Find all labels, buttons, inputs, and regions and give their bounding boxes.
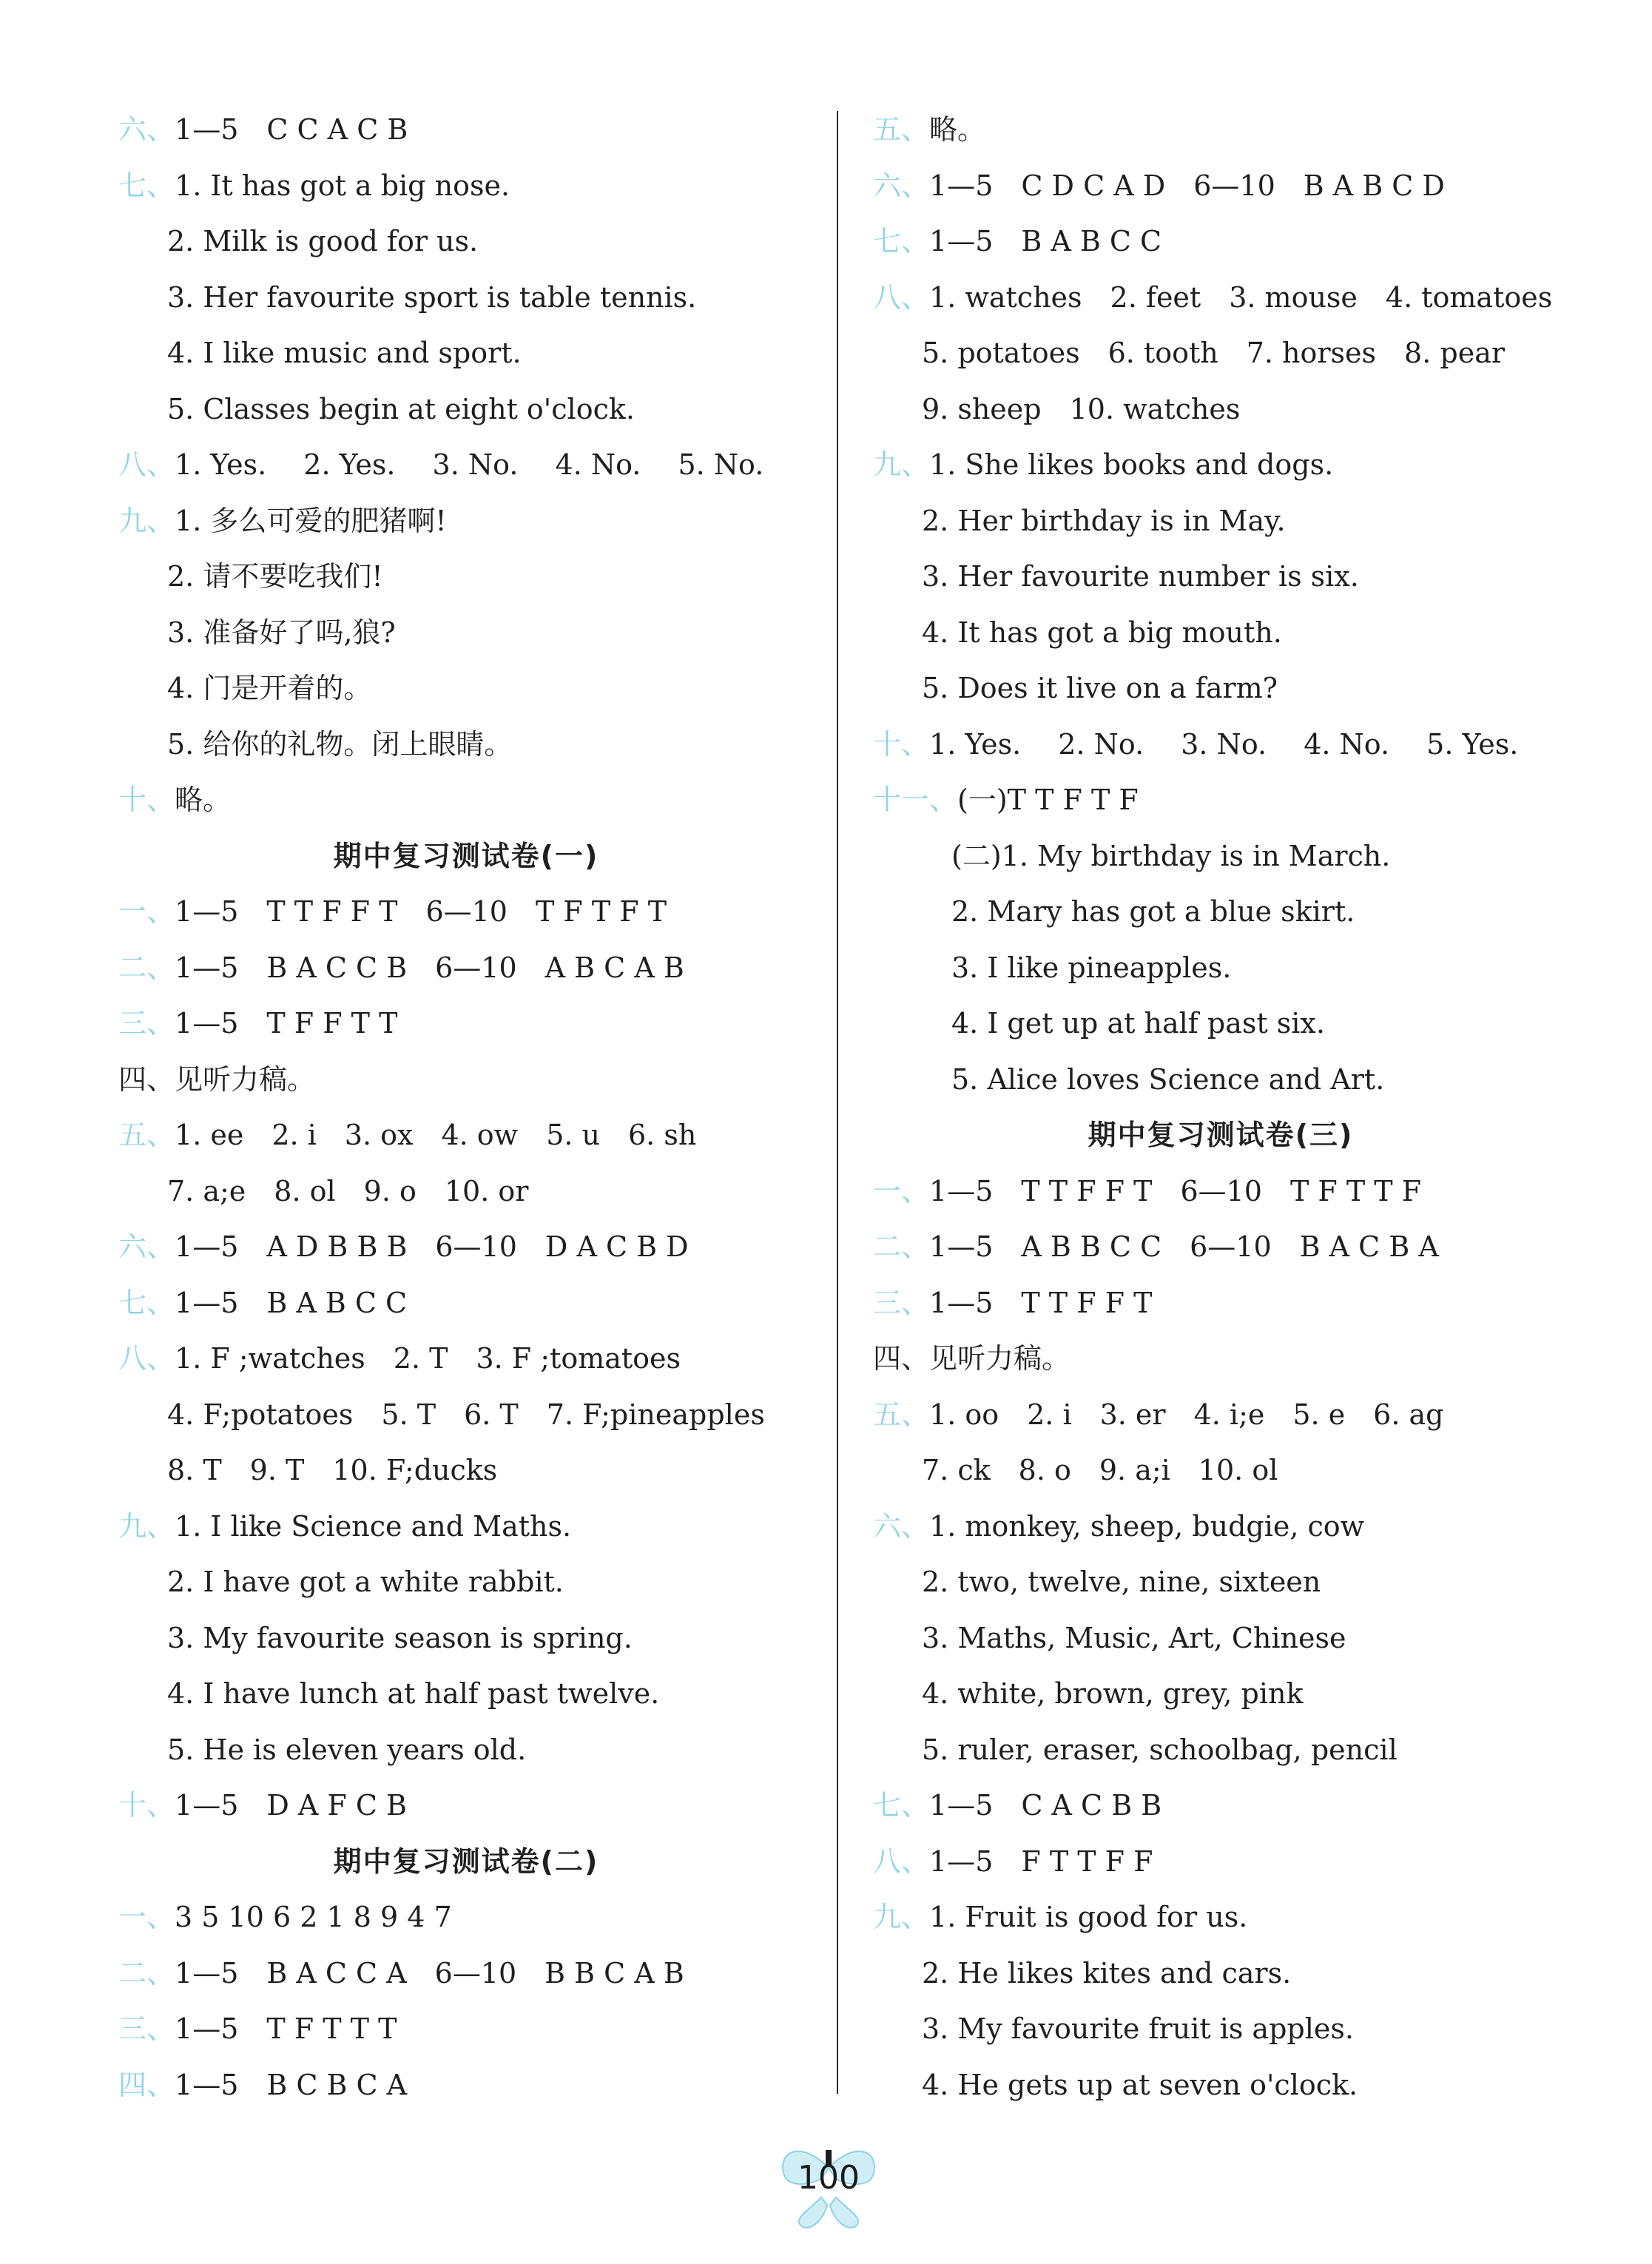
section-title: 期中复习测试卷(二): [333, 1844, 599, 1878]
answer-text: 1. watches 2. feet 3. mouse 4. tomatoes: [929, 280, 1553, 314]
answer-text: (二)1. My birthday is in March.: [951, 839, 1391, 872]
answer-line: [118, 2001, 814, 2058]
question-number: 十、: [118, 1789, 175, 1822]
answer-line: [873, 2001, 1568, 2058]
answer-text: 8. T 9. T 10. F;ducks: [167, 1454, 498, 1486]
answer-line: [118, 1666, 814, 1722]
question-number: 九、: [118, 1509, 175, 1543]
answer-text: 2. Milk is good for us.: [167, 225, 479, 257]
answer-line: [118, 1946, 814, 2002]
answer-text: 4. 门是开着的。: [167, 672, 372, 704]
question-number: 六、: [873, 1509, 930, 1543]
answer-line: [873, 829, 1568, 885]
question-number: 九、: [873, 448, 930, 481]
answer-text: 四、见听力稿。: [118, 1062, 316, 1096]
question-number: 三、: [118, 2012, 175, 2045]
answer-text: 四、见听力稿。: [873, 1342, 1071, 1375]
answer-text: 5. potatoes 6. tooth 7. horses 8. pear: [922, 337, 1506, 369]
question-number: 七、: [873, 1789, 930, 1822]
answer-text: 3. Her favourite number is six.: [922, 560, 1359, 593]
answer-text: 3. Maths, Music, Art, Chinese: [922, 1621, 1346, 1654]
answer-text: 3. My favourite season is spring.: [167, 1621, 633, 1654]
answer-line: [118, 158, 814, 215]
answer-line: [873, 661, 1568, 717]
answer-line: [873, 1890, 1568, 1946]
section-title: 期中复习测试卷(三): [1088, 1119, 1354, 1151]
answer-line: [873, 1443, 1568, 1499]
column-divider: [837, 111, 838, 2094]
question-number: 八、: [118, 448, 175, 481]
answer-text: 1. F ;watches 2. T 3. F ;tomatoes: [175, 1342, 681, 1375]
answer-text: 5. Classes begin at eight o'clock.: [167, 392, 635, 425]
answer-text: 1. She likes books and dogs.: [929, 448, 1334, 481]
section-title: 期中复习测试卷(一): [333, 839, 599, 872]
answer-line: [873, 1946, 1568, 2002]
answer-text: 3. I like pineapples.: [951, 951, 1232, 984]
answer-text: 1. monkey, sheep, budgie, cow: [929, 1509, 1365, 1543]
answer-line: [873, 214, 1568, 270]
answer-text: 1—5 C D C A D 6—10 B A B C D: [929, 169, 1445, 202]
question-number: 十、: [118, 784, 175, 816]
question-number: 九、: [118, 504, 175, 537]
question-number: 六、: [118, 1230, 175, 1263]
answer-line: [873, 1554, 1568, 1611]
answer-line: [118, 1331, 814, 1387]
answer-text: (一)T T F T F: [957, 784, 1139, 816]
answer-text: 3. Her favourite sport is table tennis.: [167, 280, 697, 314]
answer-text: 2. Her birthday is in May.: [922, 504, 1286, 537]
answer-text: 略。: [175, 784, 232, 816]
answer-line: [873, 382, 1568, 438]
answer-line: [118, 549, 814, 605]
answer-line: [118, 884, 814, 940]
answer-text: 1. Fruit is good for us.: [929, 1901, 1248, 1933]
answer-text: 5. ruler, eraser, schoolbag, pencil: [922, 1733, 1398, 1766]
answer-line: [118, 1443, 814, 1499]
question-number: 五、: [118, 1119, 175, 1151]
answer-text: 1—5 A D B B B 6—10 D A C B D: [175, 1230, 689, 1263]
answer-line: [118, 1276, 814, 1332]
question-number: 八、: [873, 280, 930, 314]
answer-text: 4. white, brown, grey, pink: [922, 1677, 1304, 1710]
answer-line: [118, 1611, 814, 1667]
answer-line: [118, 102, 814, 158]
question-number: 一、: [873, 1174, 930, 1207]
answer-line: [873, 717, 1568, 773]
question-number: 十、: [873, 727, 930, 761]
question-number: 二、: [873, 1230, 930, 1263]
answer-line: [873, 1778, 1568, 1834]
answer-text: 5. Alice loves Science and Art.: [951, 1062, 1385, 1096]
answer-line: [118, 214, 814, 270]
answer-line: [118, 270, 814, 326]
answer-text: 1—5 B A B C C: [929, 225, 1162, 257]
answer-line: [873, 1834, 1568, 1890]
answer-text: 1. It has got a big nose.: [175, 169, 510, 202]
answer-line: [118, 1164, 814, 1220]
question-number: 七、: [873, 225, 930, 257]
answer-line: [873, 884, 1568, 940]
question-number: 五、: [873, 1398, 930, 1431]
answer-text: 4. I like music and sport.: [167, 337, 522, 369]
answer-text: 略。: [929, 113, 986, 146]
answer-text: 9. sheep 10. watches: [922, 392, 1241, 425]
answer-text: 1—5 T T F F T 6—10 T F T F T: [175, 895, 667, 928]
answer-text: 1—5 A B B C C 6—10 B A C B A: [929, 1230, 1439, 1263]
answer-line: [873, 437, 1568, 493]
answer-line: [118, 382, 814, 438]
answer-text: 1. Yes. 2. No. 3. No. 4. No. 5. Yes.: [929, 727, 1519, 761]
answer-line: [118, 605, 814, 661]
question-number: 六、: [873, 169, 930, 202]
answer-text: 1. 多么可爱的肥猪啊!: [175, 504, 447, 537]
answer-line: [118, 437, 814, 493]
left-column: [118, 102, 814, 2113]
answer-line: [873, 326, 1568, 382]
answer-text: 1—5 B A C C A 6—10 B B C A B: [175, 1956, 684, 1990]
question-number: 五、: [873, 113, 930, 146]
question-number: 七、: [118, 169, 175, 202]
answer-line: [118, 1778, 814, 1834]
answer-line: [118, 1052, 814, 1108]
answer-line: [873, 270, 1568, 326]
answer-text: 4. F;potatoes 5. T 6. T 7. F;pineapples: [167, 1398, 765, 1431]
answer-text: 3. 准备好了吗,狼?: [167, 616, 396, 649]
answer-line: [873, 493, 1568, 550]
question-number: 四、: [118, 2068, 175, 2101]
answer-line: [873, 1387, 1568, 1443]
answer-text: 1. ee 2. i 3. ox 4. ow 5. u 6. sh: [175, 1119, 697, 1151]
answer-text: 1—5 T F T T T: [175, 2012, 397, 2045]
answer-line: [118, 493, 814, 550]
answer-line: [118, 1722, 814, 1779]
answer-line: [118, 772, 814, 829]
answer-text: 5. Does it live on a farm?: [922, 672, 1278, 704]
answer-line: [873, 2058, 1568, 2114]
answer-line: [873, 940, 1568, 997]
question-number: 十一、: [873, 784, 958, 816]
answer-text: 2. Mary has got a blue skirt.: [951, 895, 1355, 928]
answer-text: 1—5 T T F F T: [929, 1286, 1153, 1319]
answer-text: 1. I like Science and Maths.: [175, 1509, 572, 1543]
answer-text: 4. I have lunch at half past twelve.: [167, 1677, 660, 1710]
answer-text: 3. My favourite fruit is apples.: [922, 2012, 1354, 2045]
answer-text: 1. oo 2. i 3. er 4. i;e 5. e 6. ag: [929, 1398, 1444, 1431]
page-footer: [769, 2123, 888, 2234]
answer-text: 1—5 F T T F F: [929, 1844, 1153, 1878]
answer-line: [118, 326, 814, 382]
answer-text: 7. a;e 8. ol 9. o 10. or: [167, 1174, 529, 1207]
answer-text: 1. Yes. 2. Yes. 3. No. 4. No. 5. No.: [175, 448, 764, 481]
answer-text: 4. I get up at half past six.: [951, 1007, 1325, 1040]
answer-line: [873, 1276, 1568, 1332]
answer-line: [118, 1387, 814, 1443]
answer-line: [873, 1164, 1568, 1220]
answer-line: [873, 996, 1568, 1052]
answer-text: 1—5 T F F T T: [175, 1007, 398, 1040]
answer-text: 2. He likes kites and cars.: [922, 1956, 1292, 1990]
question-number: 七、: [118, 1286, 175, 1319]
answer-text: 4. He gets up at seven o'clock.: [922, 2068, 1358, 2101]
answer-text: 1—5 B C B C A: [175, 2068, 408, 2101]
answer-line: [118, 940, 814, 997]
answer-text: 2. 请不要吃我们!: [167, 560, 383, 593]
answer-text: 1—5 B A C C B 6—10 A B C A B: [175, 951, 684, 984]
answer-line: [873, 549, 1568, 605]
answer-line: [873, 605, 1568, 661]
answer-line: [118, 996, 814, 1052]
answer-text: 5. 给你的礼物。闭上眼睛。: [167, 727, 513, 761]
answer-line: [873, 1052, 1568, 1108]
answer-text: 2. two, twelve, nine, sixteen: [922, 1566, 1321, 1598]
answer-text: 1—5 C A C B B: [929, 1789, 1162, 1822]
question-number: 二、: [118, 951, 175, 984]
answer-text: 1—5 T T F F T 6—10 T F T T F: [929, 1174, 1422, 1207]
answer-line: [118, 1499, 814, 1555]
answer-line: [873, 1666, 1568, 1722]
answer-line: [118, 1554, 814, 1611]
answer-line: [873, 1219, 1568, 1276]
answer-text: 1—5 B A B C C: [175, 1286, 408, 1319]
question-number: 一、: [118, 895, 175, 928]
answer-line: [873, 1499, 1568, 1555]
answer-line: [873, 1331, 1568, 1387]
answer-text: 1—5 D A F C B: [175, 1789, 407, 1822]
question-number: 八、: [118, 1342, 175, 1375]
answer-line: [118, 661, 814, 717]
page-number: 100: [798, 2159, 860, 2197]
answer-line: [118, 2058, 814, 2114]
answer-line: [873, 1611, 1568, 1667]
right-column: [873, 102, 1568, 2113]
answer-line: [873, 1722, 1568, 1779]
question-number: 六、: [118, 113, 175, 146]
answer-line: [873, 158, 1568, 215]
question-number: 八、: [873, 1844, 930, 1878]
answer-text: 5. He is eleven years old.: [167, 1733, 527, 1766]
answer-line: [118, 1219, 814, 1276]
answer-text: 1—5 C C A C B: [175, 113, 408, 146]
question-number: 一、: [118, 1901, 175, 1933]
answer-text: 3 5 10 6 2 1 8 9 4 7: [175, 1901, 452, 1933]
question-number: 三、: [118, 1007, 175, 1040]
answer-text: 2. I have got a white rabbit.: [167, 1566, 564, 1598]
answer-text: 7. ck 8. o 9. a;i 10. ol: [922, 1454, 1278, 1486]
answer-line: [118, 1108, 814, 1164]
answer-line: [873, 102, 1568, 158]
question-number: 二、: [118, 1956, 175, 1990]
answer-line: [873, 772, 1568, 829]
answer-line: [118, 1890, 814, 1946]
answer-line: [118, 717, 814, 773]
question-number: 九、: [873, 1901, 930, 1933]
answer-text: 4. It has got a big mouth.: [922, 616, 1282, 649]
question-number: 三、: [873, 1286, 930, 1319]
